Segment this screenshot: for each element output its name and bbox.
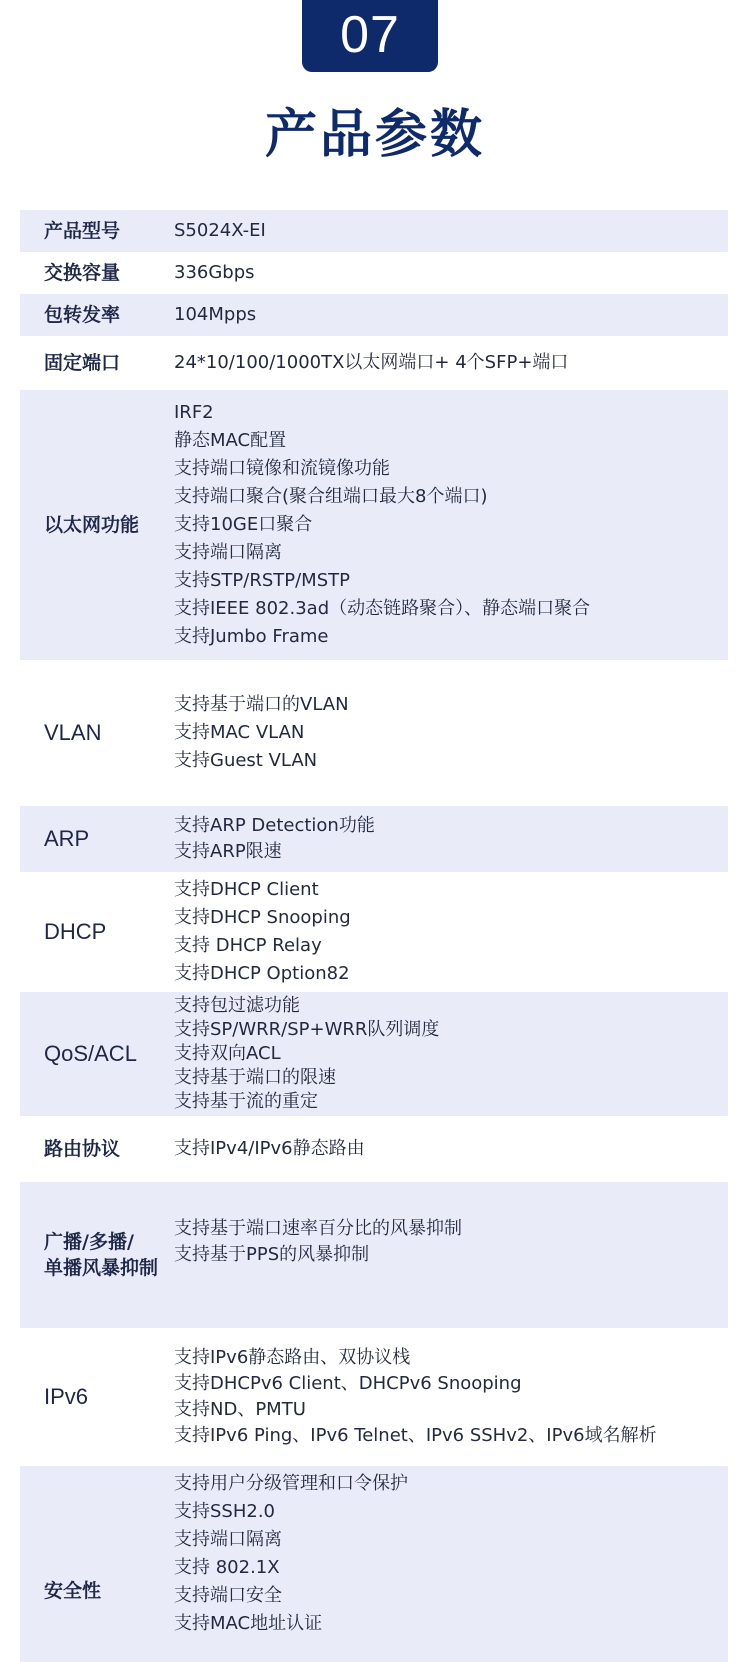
spec-values — [174, 302, 728, 328]
spec-table — [20, 210, 728, 1662]
spec-value: 支持端口隔离 — [174, 1529, 282, 1550]
spec-value: 支持ND、PMTU — [174, 1399, 306, 1420]
spec-label-line: 单播风暴抑制 — [44, 1257, 159, 1279]
spec-value: 支持基于流的重定 — [174, 1091, 318, 1112]
spec-value: 支持10GE口聚合 — [174, 514, 313, 535]
spec-value: 静态MAC配置 — [174, 430, 287, 451]
spec-label: 固定端口 — [44, 352, 121, 374]
spec-value: 支持基于端口的VLAN — [174, 694, 349, 715]
spec-values — [174, 1136, 728, 1162]
spec-label: 以太网功能 — [44, 514, 140, 536]
page-title: 产品参数 — [264, 105, 485, 165]
spec-row-ports — [20, 336, 728, 390]
spec-values — [174, 1345, 728, 1449]
spec-value: 支持IPv4/IPv6静态路由 — [174, 1138, 365, 1159]
spec-label: 路由协议 — [44, 1138, 121, 1160]
spec-row-storm-control — [20, 1182, 728, 1328]
spec-value: 支持DHCP Option82 — [174, 963, 350, 984]
spec-label: ARP — [44, 826, 90, 851]
spec-value: 支持基于端口的限速 — [174, 1067, 336, 1088]
spec-value: 支持用户分级管理和口令保护 — [174, 1473, 408, 1494]
spec-value: 104Mpps — [174, 304, 257, 325]
spec-value: 支持端口镜像和流镜像功能 — [174, 458, 390, 479]
spec-values — [174, 1216, 728, 1268]
spec-value: S5024X-EI — [174, 220, 266, 241]
spec-values — [174, 218, 728, 244]
spec-value: 支持Guest VLAN — [174, 750, 318, 771]
spec-values — [174, 994, 728, 1114]
spec-value: 支持 DHCP Relay — [174, 935, 322, 956]
spec-value: 支持IPv6 Ping、IPv6 Telnet、IPv6 SSHv2、IPv6域名解析 — [174, 1425, 657, 1446]
spec-values — [174, 813, 728, 865]
spec-row-security — [20, 1466, 728, 1662]
spec-label: QoS/ACL — [44, 1041, 137, 1066]
spec-values — [174, 350, 728, 376]
spec-value: 支持双向ACL — [174, 1043, 281, 1064]
spec-label-line: 广播/多播/ — [44, 1231, 134, 1253]
spec-label — [20, 1229, 174, 1281]
spec-label: 包转发率 — [44, 304, 121, 326]
spec-value: 支持SP/WRR/SP+WRR队列调度 — [174, 1019, 440, 1040]
spec-row-model — [20, 210, 728, 252]
spec-value: 支持MAC地址认证 — [174, 1613, 323, 1634]
spec-value: 支持ARP限速 — [174, 841, 282, 862]
section-number-badge: 07 — [302, 0, 438, 72]
spec-label: 安全性 — [44, 1580, 102, 1602]
spec-value: 支持SSH2.0 — [174, 1501, 276, 1522]
spec-row-vlan — [20, 660, 728, 806]
spec-label: 产品型号 — [44, 220, 121, 242]
spec-row-dhcp — [20, 872, 728, 992]
spec-value: 支持STP/RSTP/MSTP — [174, 570, 350, 591]
spec-label: VLAN — [44, 720, 102, 745]
spec-values — [174, 1470, 728, 1638]
spec-values — [174, 260, 728, 286]
spec-value: 支持端口安全 — [174, 1585, 282, 1606]
spec-values — [174, 876, 728, 988]
spec-value: 支持IPv6静态路由、双协议栈 — [174, 1347, 411, 1368]
spec-value: 支持DHCPv6 Client、DHCPv6 Snooping — [174, 1373, 522, 1394]
spec-values — [174, 691, 728, 775]
spec-value: 24*10/100/1000TX以太网端口+ 4个SFP+端口 — [174, 352, 569, 373]
spec-row-ipv6 — [20, 1328, 728, 1466]
spec-value: 支持 802.1X — [174, 1557, 280, 1578]
spec-value: 支持Jumbo Frame — [174, 626, 329, 647]
spec-value: 支持端口聚合(聚合组端口最大8个端口) — [174, 486, 488, 507]
spec-row-capacity — [20, 252, 728, 294]
spec-value: 支持基于PPS的风暴抑制 — [174, 1244, 370, 1265]
spec-label: 交换容量 — [44, 262, 121, 284]
spec-value: 支持DHCP Snooping — [174, 907, 351, 928]
spec-value: 支持包过滤功能 — [174, 995, 300, 1016]
spec-value: 支持ARP Detection功能 — [174, 815, 375, 836]
spec-row-forwarding — [20, 294, 728, 336]
spec-value: IRF2 — [174, 402, 214, 423]
spec-values — [174, 399, 728, 651]
spec-row-qos-acl — [20, 992, 728, 1116]
spec-value: 支持MAC VLAN — [174, 722, 305, 743]
spec-row-ethernet — [20, 390, 728, 660]
spec-value: 336Gbps — [174, 262, 255, 283]
spec-label: IPv6 — [44, 1384, 89, 1409]
spec-row-arp — [20, 806, 728, 872]
spec-value: 支持基于端口速率百分比的风暴抑制 — [174, 1218, 462, 1239]
spec-value: 支持IEEE 802.3ad（动态链路聚合）、静态端口聚合 — [174, 598, 591, 619]
spec-label: DHCP — [44, 919, 107, 944]
spec-row-routing — [20, 1116, 728, 1182]
spec-value: 支持端口隔离 — [174, 542, 282, 563]
spec-value: 支持DHCP Client — [174, 879, 319, 900]
